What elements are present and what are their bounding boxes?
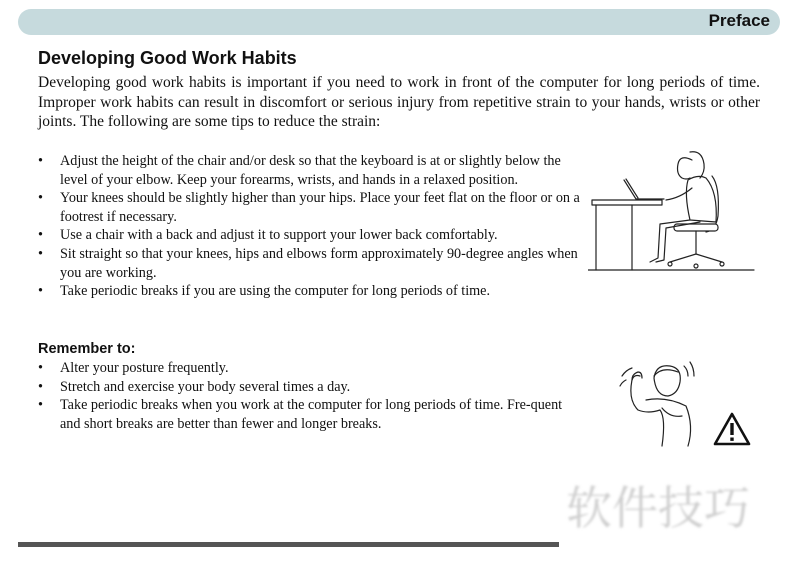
desk-posture-illustration xyxy=(588,138,758,278)
footer-rule xyxy=(18,542,559,547)
tips-list xyxy=(38,152,583,301)
list-item: • Adjust the height of the chair and/or desk so that the keyboard is at or slightly below the level of your elbow. Keep your forearms, wrists, and hands in a relaxed position. xyxy=(38,152,583,189)
list-item: • Alter your posture frequently. xyxy=(38,359,586,378)
intro-paragraph: Developing good work habits is important if you need to work in front of the computer for long periods of time. Improper work habits can result in discomfort or serious injury from repetitive strain to your hands, wrists or other joints. The following are some tips to reduce the strain: xyxy=(38,74,760,130)
list-item: • Take periodic breaks if you are using the computer for long periods of time. xyxy=(38,282,583,301)
header-title: Preface xyxy=(708,11,770,30)
header-bar xyxy=(18,9,780,35)
remember-title: Remember to: xyxy=(38,341,136,357)
warning-icon xyxy=(713,412,751,446)
remember-list xyxy=(38,359,586,433)
section-title: Developing Good Work Habits xyxy=(38,48,297,68)
list-item: • Sit straight so that your knees, hips and elbows form approximately 90-degree angles when you are working. xyxy=(38,245,583,282)
list-item: • Take periodic breaks when you work at the computer for long periods of time. Fre-quent and short breaks are better than fewer and longer breaks. xyxy=(38,396,586,433)
watermark xyxy=(560,470,800,564)
list-item: • Use a chair with a back and adjust it to support your lower back comfortably. xyxy=(38,226,583,245)
list-item: • Stretch and exercise your body several times a day. xyxy=(38,378,586,397)
watermark-text: 软件技巧 xyxy=(566,481,750,535)
list-item: • Your knees should be slightly higher than your hips. Place your feet flat on the floor or on a footrest if necessary. xyxy=(38,189,583,226)
stretching-person-illustration xyxy=(618,356,700,448)
